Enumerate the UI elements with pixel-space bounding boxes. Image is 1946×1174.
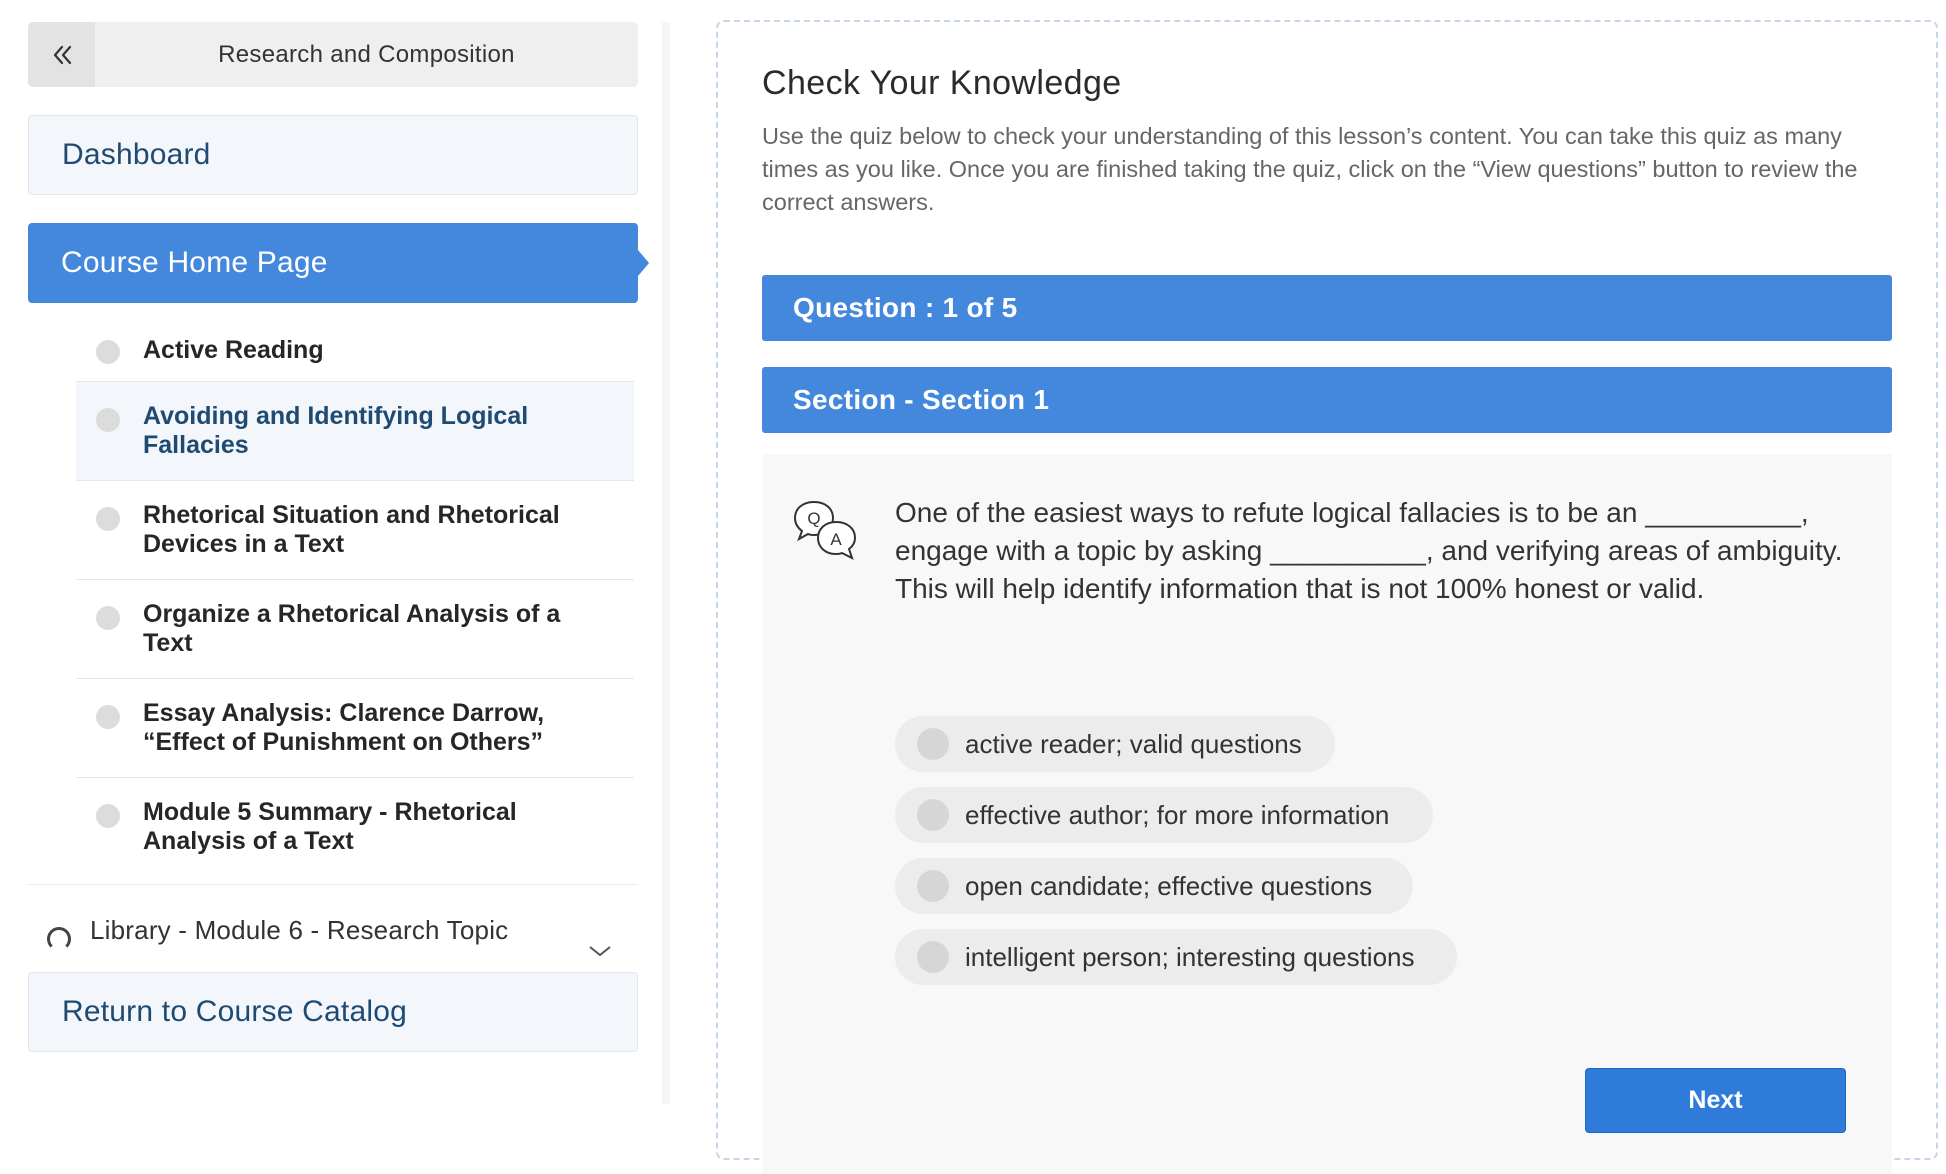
lesson-status-icon — [96, 408, 120, 432]
lesson-item-essay-analysis[interactable] — [76, 679, 634, 778]
lesson-status-icon — [96, 606, 120, 630]
answer-label: open candidate; effective questions — [965, 870, 1373, 901]
quiz-panel — [716, 20, 1938, 1160]
radio-button[interactable] — [917, 799, 949, 831]
sidebar — [28, 22, 638, 1102]
qa-chat-bubbles-icon — [792, 498, 858, 562]
course-title: Research and Composition — [218, 40, 515, 68]
collapse-sidebar-button[interactable] — [28, 22, 95, 87]
answer-option[interactable] — [895, 929, 1457, 985]
lesson-label: Active Reading — [143, 336, 324, 364]
course-home-link[interactable]: Course Home Page — [28, 223, 638, 303]
lesson-label: Organize a Rhetorical Analysis of a Text — [143, 600, 561, 657]
question-header: Question : 1 of 5 — [762, 275, 1892, 341]
lesson-label: Rhetorical Situation and Rhetorical Devices in a Text — [143, 501, 560, 558]
double-chevron-left-icon — [49, 42, 75, 68]
active-pointer-arrow — [638, 250, 649, 276]
lesson-list — [76, 314, 634, 877]
next-module-label: Library - Module 6 - Research Topic — [90, 915, 509, 945]
chevron-down-icon — [588, 945, 612, 956]
return-to-catalog-link[interactable]: Return to Course Catalog — [28, 972, 638, 1052]
radio-button[interactable] — [917, 870, 949, 902]
lesson-status-icon — [96, 705, 120, 729]
answer-label: effective author; for more information — [965, 799, 1390, 830]
lesson-item-logical-fallacies[interactable] — [76, 382, 634, 481]
lesson-label: Essay Analysis: Clarence Darrow, “Effect of Punishment on Others” — [143, 699, 545, 756]
answer-option[interactable] — [895, 716, 1335, 772]
svg-text:Q: Q — [807, 509, 821, 528]
answer-option[interactable] — [895, 787, 1433, 843]
lesson-item-rhetorical-situation[interactable] — [76, 481, 634, 580]
dashboard-link[interactable]: Dashboard — [28, 115, 638, 195]
radio-button[interactable] — [917, 941, 949, 973]
section-header: Section - Section 1 — [762, 367, 1892, 433]
sidebar-divider — [662, 22, 670, 1104]
lesson-label: Module 5 Summary - Rhetorical Analysis of a Text — [143, 798, 517, 855]
lesson-item-module-summary[interactable] — [76, 778, 634, 877]
lesson-item-active-reading[interactable] — [76, 314, 634, 382]
quiz-intro: Use the quiz below to check your understanding of this lesson’s content. You can take this quiz as many times as you like. Once you are finished taking the quiz, click on the “View questions” button to review the correct answers. — [762, 123, 1858, 215]
course-header — [28, 22, 638, 87]
question-text: One of the easiest ways to refute logical fallacies is to be an __________, engage with a topic by asking __________, and verifying areas of ambiguity. This will help identify information that is not 100% honest or valid. — [895, 497, 1843, 604]
lesson-item-organize-analysis[interactable] — [76, 580, 634, 679]
quiz-title: Check Your Knowledge — [762, 64, 1122, 102]
next-module-item[interactable] — [28, 884, 638, 956]
radio-button[interactable] — [917, 728, 949, 760]
lesson-status-icon — [96, 507, 120, 531]
next-button[interactable]: Next — [1585, 1068, 1846, 1133]
question-box — [762, 454, 1892, 1174]
lesson-label: Avoiding and Identifying Logical Fallacies — [143, 402, 529, 459]
answer-option[interactable] — [895, 858, 1413, 914]
svg-text:A: A — [830, 530, 842, 549]
loading-icon — [47, 927, 71, 951]
lesson-status-icon — [96, 804, 120, 828]
answer-label: active reader; valid questions — [965, 728, 1302, 759]
lesson-status-icon — [96, 340, 120, 364]
answer-label: intelligent person; interesting questions — [965, 941, 1415, 972]
